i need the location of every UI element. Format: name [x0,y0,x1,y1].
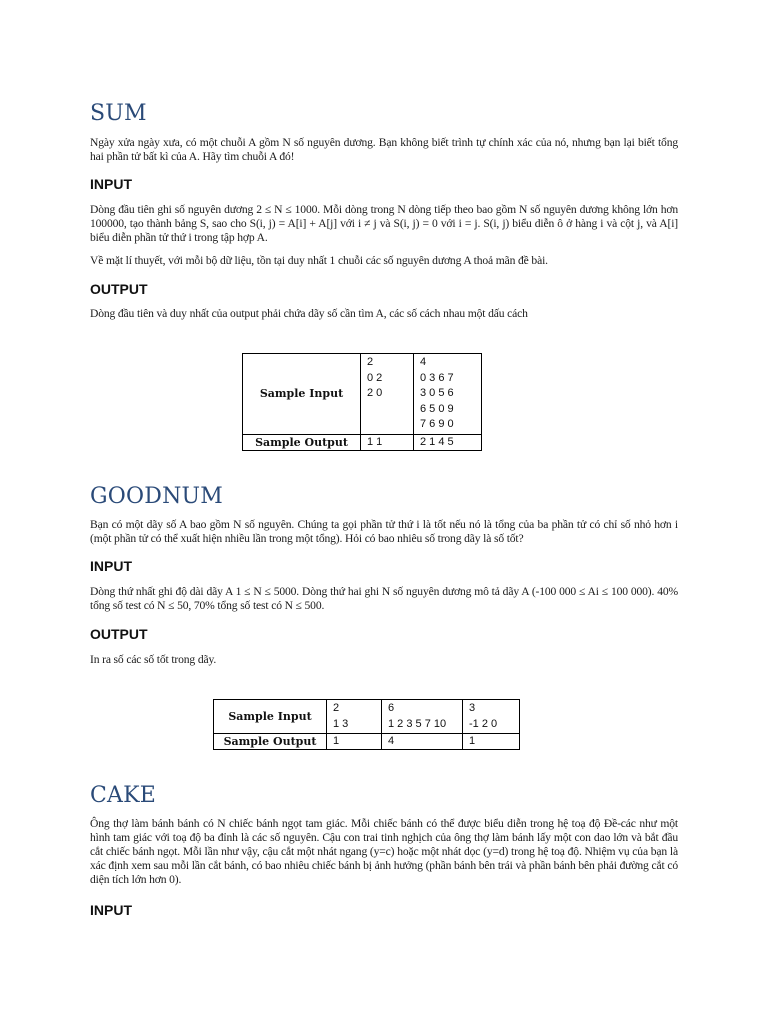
sample-input-cell [361,354,414,435]
sample-line: 0 2 [367,371,383,384]
sample-line: 2 0 [367,387,383,399]
sample-output-row [214,734,520,750]
sum-input-heading: INPUT [90,176,132,192]
sample-input-row [243,354,482,435]
sample-output-label: Sample Output [214,734,327,750]
sample-output-row [243,434,482,450]
sample-input-cell [327,700,382,734]
goodnum-output-text: In ra số các số tốt trong dãy. [90,653,217,666]
sample-line: 1 3 [333,717,349,730]
sum-title: SUM [90,101,147,126]
goodnum-input-text: Dòng thứ nhất ghi độ dài dãy A 1 ≤ N ≤ 5000. Dòng thứ hai ghi N số nguyên dương mô tả dãy A (-100 000 ≤ Ai ≤ 100 000). 40% tổng số test có N ≤ 50, 70% tổng số test có N ≤ 500. [90,585,678,612]
sample-input-cell [414,354,482,435]
sample-input-row [214,700,520,734]
sample-output-cell: 2 1 4 5 [414,434,482,450]
sum-input-text: Dòng đầu tiên ghi số nguyên dương 2 ≤ N ≤ 1000. Mỗi dòng trong N dòng tiếp theo bao gồm N số nguyên dương không lớn hơn 100000, tạo thành bảng S, sao cho S(i, j) = A[i] + A[j] với i ≠ j và S(i, j) = 0 với i = j. S(i, j) biểu diễn ô ở hàng i và cột j, và A[i] biểu diễn phần tử thứ i trong tập hợp A. [90,203,678,244]
sample-output-cell: 1 [463,734,520,750]
sample-line: 6 5 0 9 [420,402,454,415]
sample-line: 2 [367,356,374,368]
sample-line: 2 [333,702,340,714]
sample-input-cell [463,700,520,734]
sample-line: 6 [388,702,395,714]
goodnum-title: GOODNUM [90,484,224,509]
sample-line: 0 3 6 7 [420,371,454,384]
sample-line: 4 [420,356,427,368]
sum-output-heading: OUTPUT [90,281,148,297]
sample-input-cell [382,700,463,734]
sample-output-cell: 1 [327,734,382,750]
cake-title: CAKE [90,783,157,808]
sum-output-text: Dòng đầu tiên và duy nhất của output phải chứa dãy số cần tìm A, các số cách nhau một dấu cách [90,307,528,320]
sample-output-label: Sample Output [243,434,361,450]
goodnum-sample-table [213,699,520,750]
goodnum-input-heading: INPUT [90,558,132,574]
sum-sample-table [242,353,482,451]
sample-line: -1 2 0 [469,717,498,730]
goodnum-output-heading: OUTPUT [90,626,148,642]
cake-input-heading: INPUT [90,902,132,918]
goodnum-intro: Bạn có một dãy số A bao gồm N số nguyên. Chúng ta gọi phần tử thứ i là tốt nếu nó là tổng của ba phần tử có chỉ số nhỏ hơn i (một phần tử có thể xuất hiện nhiều lần trong một tổng). Hỏi có bao nhiêu số trong dãy là số tốt? [90,518,678,545]
sample-input-label: Sample Input [214,700,327,734]
cake-intro: Ông thợ làm bánh bánh có N chiếc bánh ngọt tam giác. Mỗi chiếc bánh có thể được biểu diễn trong hệ toạ độ Đề-các như một hình tam giác với toạ độ ba đỉnh là các số nguyên. Cậu con trai tinh nghịch của ông thợ làm bánh lấy một con dao lớn và bắt đầu cắt chiếc bánh ngọt. Mỗi lần như vậy, cậu cắt một nhát ngang (y=c) hoặc một nhát dọc (y=d) trong hệ toạ độ. Nhiệm vụ của bạn là xác định xem sau mỗi lần cắt bánh, có bao nhiêu chiếc bánh bị ảnh hưởng (phần bánh bên trái và phần bánh bên phải đường cắt có diện tích lớn hơn 0). [90,817,678,886]
sum-input-text-2: Về mặt lí thuyết, với mỗi bộ dữ liệu, tồn tại duy nhất 1 chuỗi các số nguyên dương A thoả mãn đề bài. [90,254,548,267]
sample-output-cell: 1 1 [361,434,414,450]
sum-intro: Ngày xửa ngày xưa, có một chuỗi A gồm N số nguyên dương. Bạn không biết trình tự chính xác của nó, nhưng bạn lại biết tổng hai phần tử bất kì của A. Hãy tìm chuỗi A đó! [90,136,678,163]
sample-input-label: Sample Input [243,354,361,435]
sample-line: 3 0 5 6 [420,387,454,399]
sample-line: 3 [469,702,476,714]
sample-output-cell: 4 [382,734,463,750]
sample-line: 7 6 9 0 [420,418,454,430]
sample-line: 1 2 3 5 7 10 [388,717,447,730]
